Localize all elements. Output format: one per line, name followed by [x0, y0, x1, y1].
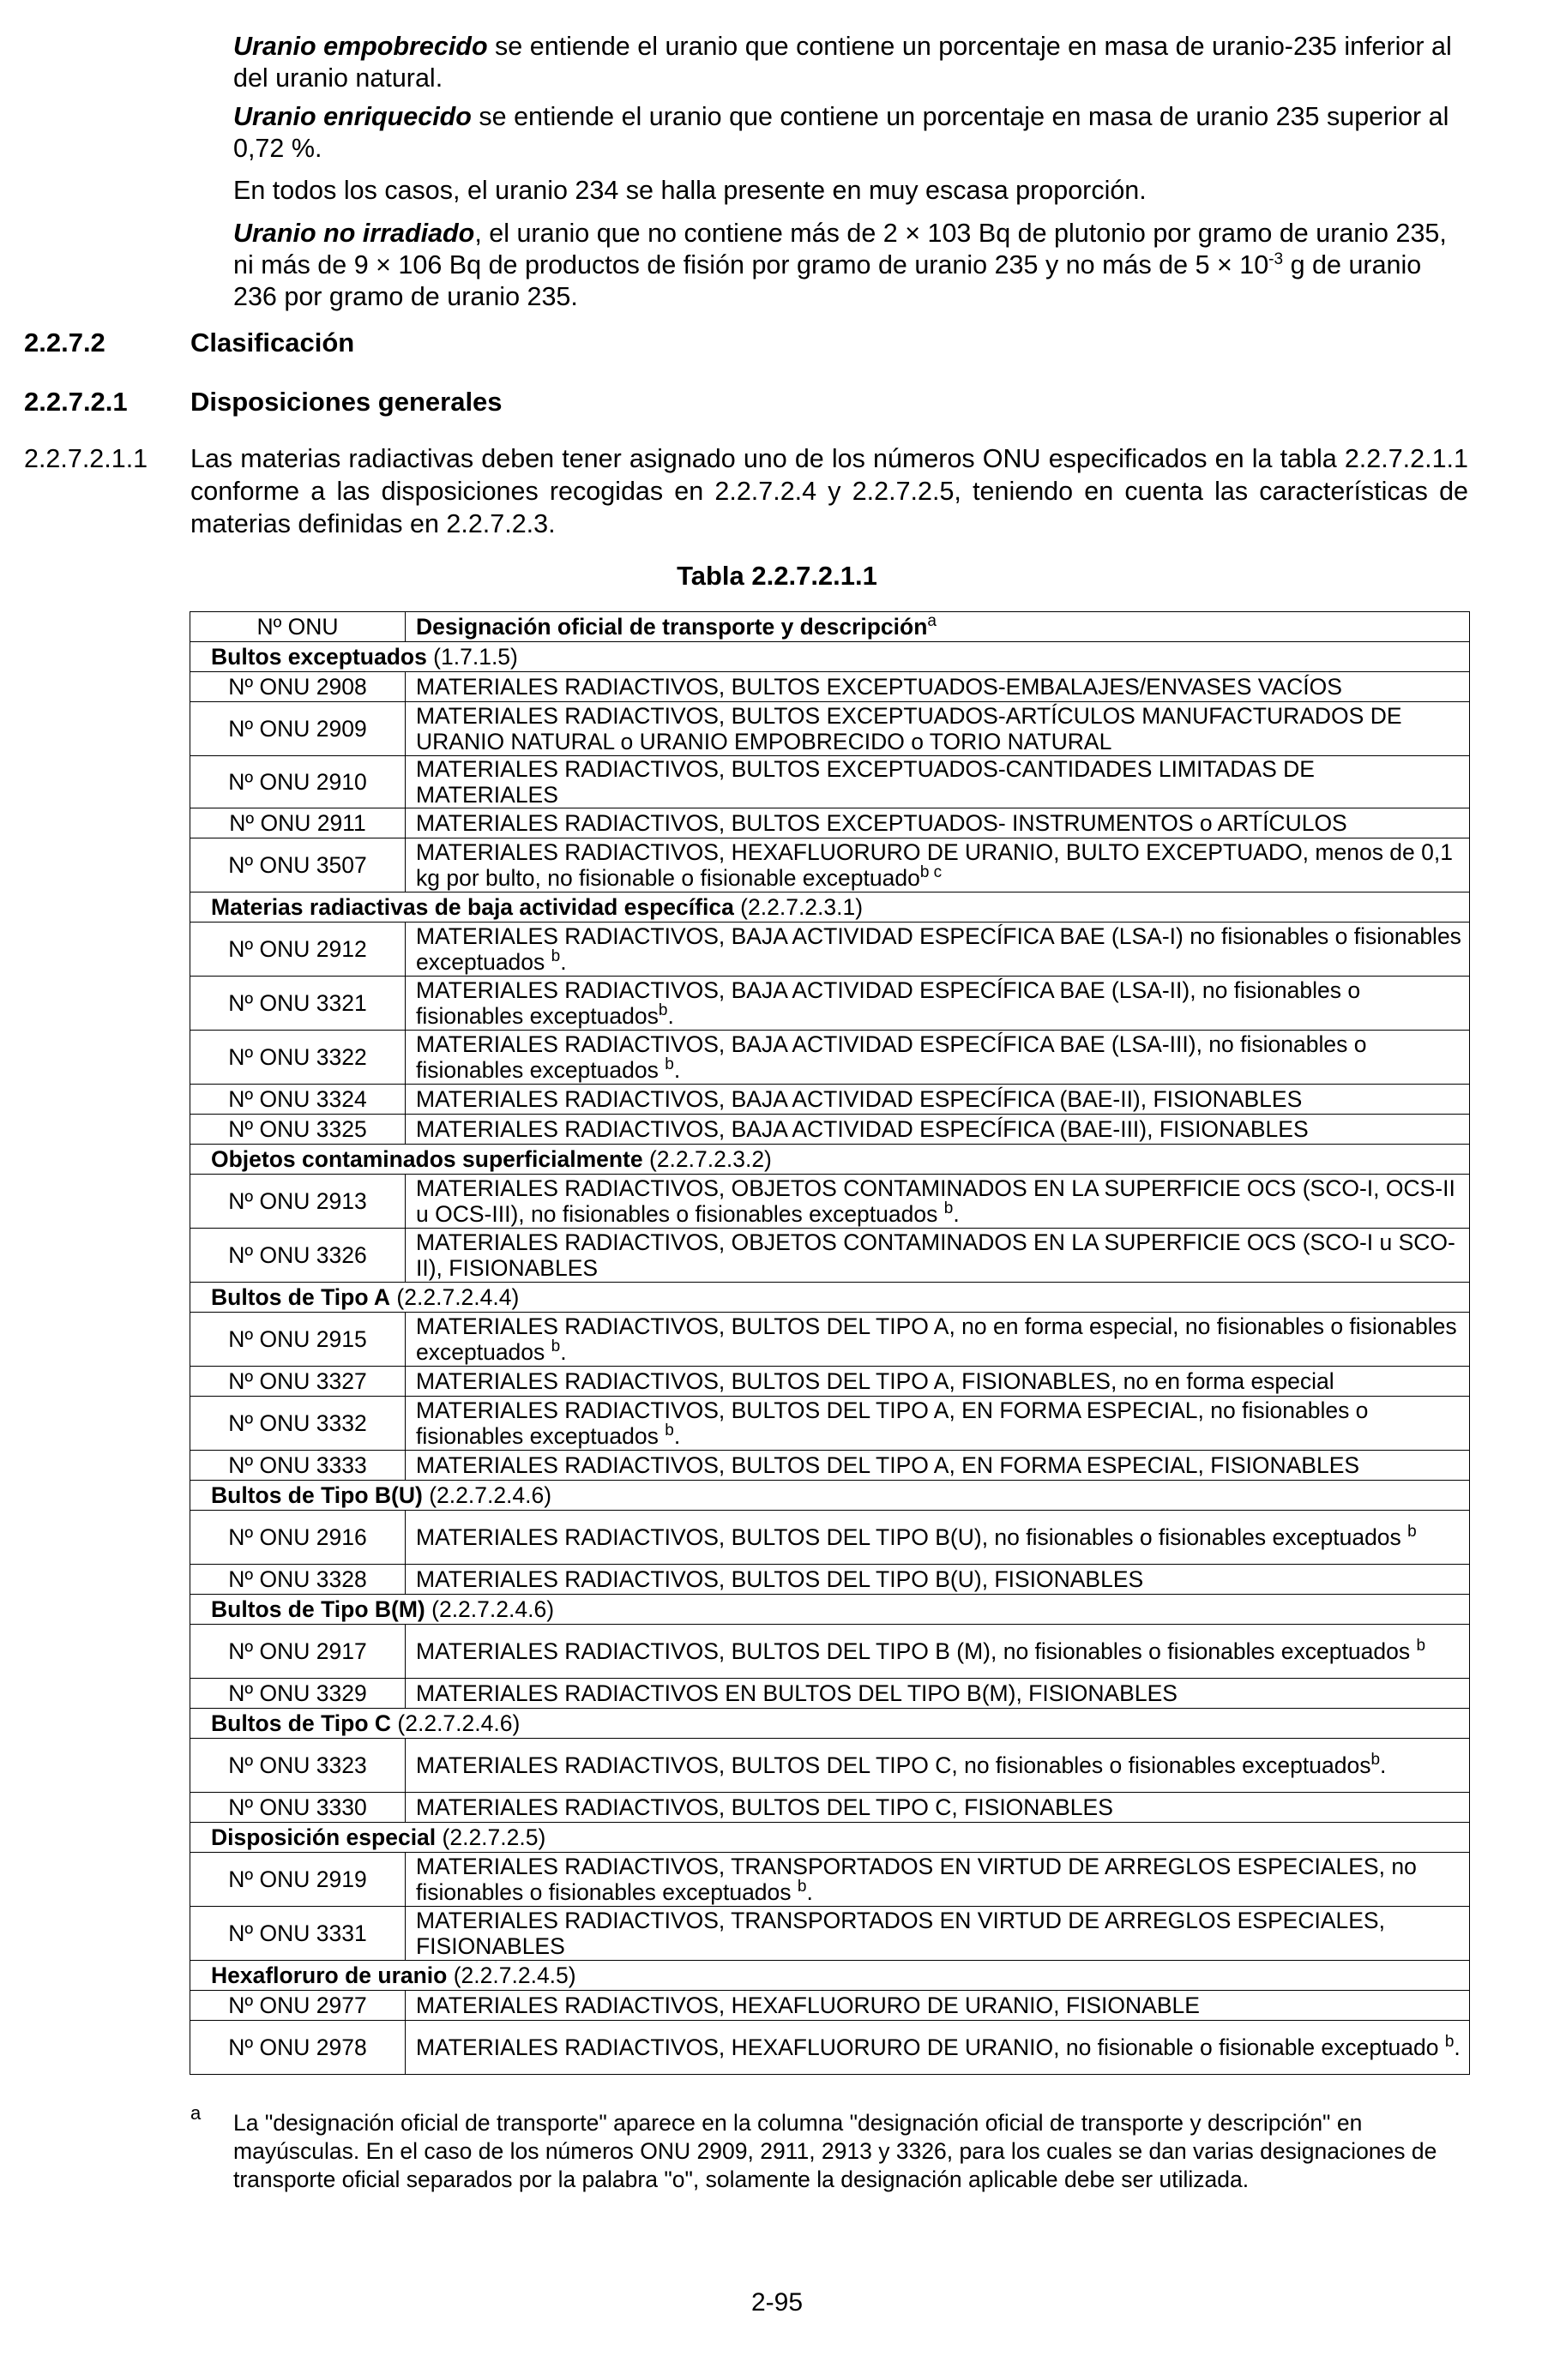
column-header-designation — [406, 612, 1470, 642]
table-row — [190, 1313, 1470, 1367]
table-section-row — [190, 1145, 1470, 1175]
designation-tail: . — [1380, 1752, 1387, 1778]
designation-text: MATERIALES RADIACTIVOS, BAJA ACTIVIDAD ESPECÍFICA BAE (LSA-III), no fisionables o fisionables exceptuados — [416, 1031, 1367, 1083]
table-row — [190, 1367, 1470, 1397]
un-number-cell: Nº ONU 2978 — [190, 2021, 406, 2075]
section-title-cell — [190, 1481, 1470, 1511]
designation-tail: . — [806, 1879, 813, 1905]
designation-text: MATERIALES RADIACTIVOS EN BULTOS DEL TIPO B(M), FISIONABLES — [416, 1680, 1178, 1706]
section-title: Bultos de Tipo B(U) — [211, 1482, 423, 1508]
designation-cell — [406, 2021, 1470, 2075]
designation-cell — [406, 1175, 1470, 1229]
table-caption: Tabla 2.2.7.2.1.1 — [677, 561, 877, 591]
un-number-cell: Nº ONU 2913 — [190, 1175, 406, 1229]
designation-text: MATERIALES RADIACTIVOS, BULTOS EXCEPTUADOS-ARTÍCULOS MANUFACTURADOS DE URANIO NATURAL o URANIO EMPOBRECIDO o TORIO NATURAL — [416, 703, 1402, 754]
paragraph-text: Las materias radiactivas deben tener asignado uno de los números ONU especificados en la tabla 2.2.7.2.1.1 conforme a las disposiciones recogidas en 2.2.7.2.4 y 2.2.7.2.5, teniendo en cuenta las características de materias definidas en 2.2.7.2.3. — [190, 444, 1468, 538]
designation-tail: . — [560, 949, 567, 975]
un-number-cell: Nº ONU 2911 — [190, 808, 406, 838]
footnote-text: La "designación oficial de transporte" aparece en la columna "designación oficial de transporte y descripción" en mayúsculas. En el caso de los números ONU 2909, 2911, 2913 y 3326, para los cuales se dan varias designaciones de transporte oficial separados por la palabra "o", solamente la designación aplicable debe ser utilizada. — [233, 2110, 1437, 2192]
designation-text: MATERIALES RADIACTIVOS, BULTOS DEL TIPO B (M), no fisionables o fisionables exceptuados — [416, 1638, 1417, 1664]
section-title-cell — [190, 1595, 1470, 1625]
designation-cell — [406, 1907, 1470, 1961]
designation-cell — [406, 1397, 1470, 1451]
table-row — [190, 977, 1470, 1031]
designation-text: MATERIALES RADIACTIVOS, BULTOS DEL TIPO C, no fisionables o fisionables exceptuados — [416, 1752, 1371, 1778]
designation-cell — [406, 977, 1470, 1031]
section-reference: (2.2.7.2.5) — [436, 1824, 546, 1850]
footnote-marker: b — [1416, 1637, 1426, 1656]
un-number-cell: Nº ONU 3331 — [190, 1907, 406, 1961]
designation-cell — [406, 756, 1470, 808]
subheading-title: Disposiciones generales — [190, 387, 503, 417]
table-header-row — [190, 612, 1470, 642]
un-number-cell: Nº ONU 3507 — [190, 838, 406, 892]
table-row — [190, 1175, 1470, 1229]
table-row — [190, 923, 1470, 977]
table-section-row — [190, 1823, 1470, 1853]
term: Uranio empobrecido — [233, 32, 488, 61]
section-reference: (2.2.7.2.4.4) — [390, 1284, 520, 1310]
un-number-cell: Nº ONU 2977 — [190, 1991, 406, 2021]
footnote-marker: b — [1444, 2033, 1455, 2052]
un-number-cell: Nº ONU 3325 — [190, 1115, 406, 1145]
footnote-marker: b — [665, 1055, 674, 1074]
definition-uranio-empobrecido — [233, 31, 1468, 94]
footnote-marker: b — [1407, 1523, 1417, 1542]
section-title: Materias radiactivas de baja actividad específica — [211, 894, 734, 920]
designation-text: MATERIALES RADIACTIVOS, BAJA ACTIVIDAD ESPECÍFICA (BAE-II), FISIONABLES — [416, 1086, 1303, 1112]
designation-text: MATERIALES RADIACTIVOS, BULTOS EXCEPTUADOS-EMBALAJES/ENVASES VACÍOS — [416, 674, 1342, 700]
definition-todos-los-casos: En todos los casos, el uranio 234 se halla presente en muy escasa proporción. — [233, 176, 1147, 205]
designation-text: MATERIALES RADIACTIVOS, BULTOS DEL TIPO A, FISIONABLES, no en forma especial — [416, 1368, 1334, 1394]
designation-cell — [406, 1511, 1470, 1565]
section-reference: (2.2.7.2.3.1) — [733, 894, 864, 920]
footnote-marker: b c — [919, 863, 943, 882]
designation-cell — [406, 923, 1470, 977]
page-number: 2-95 — [750, 2288, 804, 2317]
table-row — [190, 1907, 1470, 1961]
designation-text: MATERIALES RADIACTIVOS, BAJA ACTIVIDAD ESPECÍFICA BAE (LSA-I) no fisionables o fisionables exceptuados — [416, 923, 1461, 975]
un-number-cell: Nº ONU 2916 — [190, 1511, 406, 1565]
table-body — [190, 612, 1470, 2075]
section-title-cell — [190, 892, 1470, 923]
section-reference: (2.2.7.2.3.2) — [642, 1146, 772, 1172]
un-number-cell: Nº ONU 2915 — [190, 1313, 406, 1367]
section-title: Disposición especial — [211, 1824, 437, 1850]
section-title: Bultos de Tipo C — [211, 1710, 392, 1736]
table-row — [190, 1793, 1470, 1823]
section-title-cell — [190, 642, 1470, 672]
designation-cell — [406, 1991, 1470, 2021]
section-title-cell — [190, 1961, 1470, 1991]
designation-cell — [406, 1739, 1470, 1793]
designation-cell — [406, 1625, 1470, 1679]
designation-text: MATERIALES RADIACTIVOS, BULTOS DEL TIPO A, no en forma especial, no fisionables o fisionables exceptuados — [416, 1313, 1457, 1365]
designation-cell — [406, 1313, 1470, 1367]
un-number-cell: Nº ONU 3327 — [190, 1367, 406, 1397]
definition-text: se entiende el uranio que contiene un porcentaje en masa de uranio-235 inferior al del uranio natural. — [233, 32, 1452, 93]
designation-cell — [406, 1031, 1470, 1085]
designation-text: MATERIALES RADIACTIVOS, BULTOS DEL TIPO C, FISIONABLES — [416, 1794, 1113, 1820]
table-row — [190, 1085, 1470, 1115]
designation-text: MATERIALES RADIACTIVOS, BULTOS DEL TIPO B(U), no fisionables o fisionables exceptuados — [416, 1524, 1408, 1550]
definition-text-cont: g de uranio 236 por gramo de uranio 235. — [233, 250, 1422, 311]
footnote-marker: a — [927, 612, 937, 631]
designation-tail: . — [1454, 2034, 1461, 2060]
designation-cell — [406, 702, 1470, 756]
definition-uranio-no-irradiado — [233, 218, 1468, 313]
designation-text: MATERIALES RADIACTIVOS, BULTOS DEL TIPO B(U), FISIONABLES — [416, 1566, 1144, 1592]
designation-text: MATERIALES RADIACTIVOS, HEXAFLUORURO DE URANIO, FISIONABLE — [416, 1992, 1200, 2018]
designation-text: MATERIALES RADIACTIVOS, BAJA ACTIVIDAD ESPECÍFICA (BAE-III), FISIONABLES — [416, 1116, 1309, 1142]
designation-text: MATERIALES RADIACTIVOS, BULTOS EXCEPTUADOS-CANTIDADES LIMITADAS DE MATERIALES — [416, 756, 1315, 808]
designation-text: MATERIALES RADIACTIVOS, HEXAFLUORURO DE URANIO, BULTO EXCEPTUADO, menos de 0,1 kg por bulto, no fisionable o fisionable exceptuado — [416, 839, 1453, 891]
table-row — [190, 756, 1470, 808]
footnote-marker: b — [665, 1421, 674, 1440]
definition-text: , el uranio que no contiene más de 2 × 103 Bq de plutonio por gramo de uranio 235, ni más de 9 × 106 Bq de productos de fisión por gramo de uranio 235 y no más de 5 × 10 — [233, 219, 1447, 279]
un-number-cell: Nº ONU 3322 — [190, 1031, 406, 1085]
section-title-cell — [190, 1709, 1470, 1739]
table-row — [190, 1991, 1470, 2021]
un-number-cell: Nº ONU 3333 — [190, 1451, 406, 1481]
table-row — [190, 1853, 1470, 1907]
table-row — [190, 1115, 1470, 1145]
footnote-marker: b — [658, 1001, 668, 1020]
section-title-cell — [190, 1145, 1470, 1175]
un-number-cell: Nº ONU 2917 — [190, 1625, 406, 1679]
definition-uranio-enriquecido — [233, 101, 1468, 165]
table-section-row — [190, 892, 1470, 923]
header-label: Nº ONU — [256, 614, 339, 640]
subheading-number: 2.2.7.2.1 — [24, 387, 128, 417]
designation-cell — [406, 808, 1470, 838]
section-title: Objetos contaminados superficialmente — [211, 1146, 643, 1172]
designation-cell — [406, 672, 1470, 702]
table-row — [190, 1031, 1470, 1085]
table-row — [190, 1511, 1470, 1565]
table-section-row — [190, 1283, 1470, 1313]
table-row — [190, 1565, 1470, 1595]
table-row — [190, 1397, 1470, 1451]
table-row — [190, 2021, 1470, 2075]
section-title: Bultos de Tipo A — [211, 1284, 391, 1310]
header-label: Designación oficial de transporte y descripción — [416, 614, 928, 640]
designation-text: MATERIALES RADIACTIVOS, BAJA ACTIVIDAD ESPECÍFICA BAE (LSA-II), no fisionables o fisionables exceptuados — [416, 977, 1361, 1029]
designation-text: MATERIALES RADIACTIVOS, HEXAFLUORURO DE URANIO, no fisionable o fisionable exceptuado — [416, 2034, 1445, 2060]
table-section-row — [190, 1709, 1470, 1739]
heading-title: Clasificación — [190, 328, 355, 358]
section-title-cell — [190, 1283, 1470, 1313]
un-number-cell: Nº ONU 3330 — [190, 1793, 406, 1823]
table-row — [190, 702, 1470, 756]
table-row — [190, 1229, 1470, 1283]
un-number-cell: Nº ONU 2919 — [190, 1853, 406, 1907]
section-reference: (2.2.7.2.4.6) — [391, 1710, 521, 1736]
un-numbers-table — [190, 611, 1470, 2075]
table-section-row — [190, 1595, 1470, 1625]
heading-number: 2.2.7.2 — [24, 328, 105, 358]
designation-text: MATERIALES RADIACTIVOS, BULTOS DEL TIPO A, EN FORMA ESPECIAL, FISIONABLES — [416, 1452, 1360, 1478]
designation-tail: . — [953, 1201, 960, 1227]
designation-text: MATERIALES RADIACTIVOS, TRANSPORTADOS EN VIRTUD DE ARREGLOS ESPECIALES, no fisionables o fisionables exceptuados — [416, 1854, 1417, 1905]
table-row — [190, 672, 1470, 702]
un-number-cell: Nº ONU 3328 — [190, 1565, 406, 1595]
un-number-cell: Nº ONU 3321 — [190, 977, 406, 1031]
footnote-marker: b — [1370, 1751, 1381, 1770]
definition-text: se entiende el uranio que contiene un porcentaje en masa de uranio 235 superior al 0,72 %. — [233, 102, 1449, 163]
section-title: Hexafloruro de uranio — [211, 1962, 448, 1988]
section-title: Bultos exceptuados — [211, 644, 427, 670]
table-row — [190, 1739, 1470, 1793]
un-number-cell: Nº ONU 3323 — [190, 1739, 406, 1793]
table-section-row — [190, 642, 1470, 672]
term: Uranio enriquecido — [233, 102, 472, 131]
superscript: -3 — [1268, 249, 1284, 268]
designation-text: MATERIALES RADIACTIVOS, OBJETOS CONTAMINADOS EN LA SUPERFICIE OCS (SCO-I, OCS-II u OCS-III), no fisionables o fisionables exceptuados — [416, 1175, 1455, 1227]
designation-cell — [406, 1229, 1470, 1283]
un-number-cell: Nº ONU 2909 — [190, 702, 406, 756]
footnote-marker: b — [551, 947, 561, 966]
un-number-cell: Nº ONU 2908 — [190, 672, 406, 702]
column-header-un — [190, 612, 406, 642]
section-title: Bultos de Tipo B(M) — [211, 1596, 425, 1622]
table-section-row — [190, 1481, 1470, 1511]
paragraph-number: 2.2.7.2.1.1 — [24, 444, 148, 473]
un-number-cell: Nº ONU 3324 — [190, 1085, 406, 1115]
designation-tail: . — [673, 1423, 681, 1449]
section-reference: (1.7.1.5) — [426, 644, 518, 670]
designation-text: MATERIALES RADIACTIVOS, BULTOS EXCEPTUADOS- INSTRUMENTOS o ARTÍCULOS — [416, 810, 1347, 836]
designation-tail: . — [560, 1339, 567, 1365]
designation-text: MATERIALES RADIACTIVOS, OBJETOS CONTAMINADOS EN LA SUPERFICIE OCS (SCO-I u SCO-II), FISIONABLES — [416, 1229, 1455, 1281]
designation-cell — [406, 838, 1470, 892]
designation-text: MATERIALES RADIACTIVOS, BULTOS DEL TIPO A, EN FORMA ESPECIAL, no fisionables o fisionables exceptuados — [416, 1397, 1369, 1449]
designation-cell — [406, 1115, 1470, 1145]
table-row — [190, 1625, 1470, 1679]
designation-cell — [406, 1451, 1470, 1481]
footnote-marker: b — [797, 1878, 807, 1896]
footnote-marker: b — [551, 1337, 561, 1356]
designation-cell — [406, 1853, 1470, 1907]
table-row — [190, 808, 1470, 838]
table-row — [190, 1679, 1470, 1709]
designation-tail: . — [673, 1057, 681, 1083]
table-section-row — [190, 1961, 1470, 1991]
designation-tail: . — [667, 1003, 674, 1029]
designation-cell — [406, 1793, 1470, 1823]
section-reference: (2.2.7.2.4.6) — [425, 1596, 555, 1622]
footnote-marker: b — [943, 1199, 954, 1218]
table-row — [190, 1451, 1470, 1481]
section-reference: (2.2.7.2.4.5) — [447, 1962, 576, 1988]
un-number-cell: Nº ONU 2912 — [190, 923, 406, 977]
section-reference: (2.2.7.2.4.6) — [422, 1482, 552, 1508]
designation-cell — [406, 1679, 1470, 1709]
term: Uranio no irradiado — [233, 219, 475, 248]
designation-cell — [406, 1367, 1470, 1397]
un-number-cell: Nº ONU 3329 — [190, 1679, 406, 1709]
designation-text: MATERIALES RADIACTIVOS, TRANSPORTADOS EN VIRTUD DE ARREGLOS ESPECIALES, FISIONABLES — [416, 1908, 1385, 1959]
footnote-marker: a — [190, 2102, 202, 2124]
un-number-cell: Nº ONU 2910 — [190, 756, 406, 808]
section-title-cell — [190, 1823, 1470, 1853]
un-number-cell: Nº ONU 3332 — [190, 1397, 406, 1451]
designation-cell — [406, 1085, 1470, 1115]
table-row — [190, 838, 1470, 892]
designation-cell — [406, 1565, 1470, 1595]
un-number-cell: Nº ONU 3326 — [190, 1229, 406, 1283]
